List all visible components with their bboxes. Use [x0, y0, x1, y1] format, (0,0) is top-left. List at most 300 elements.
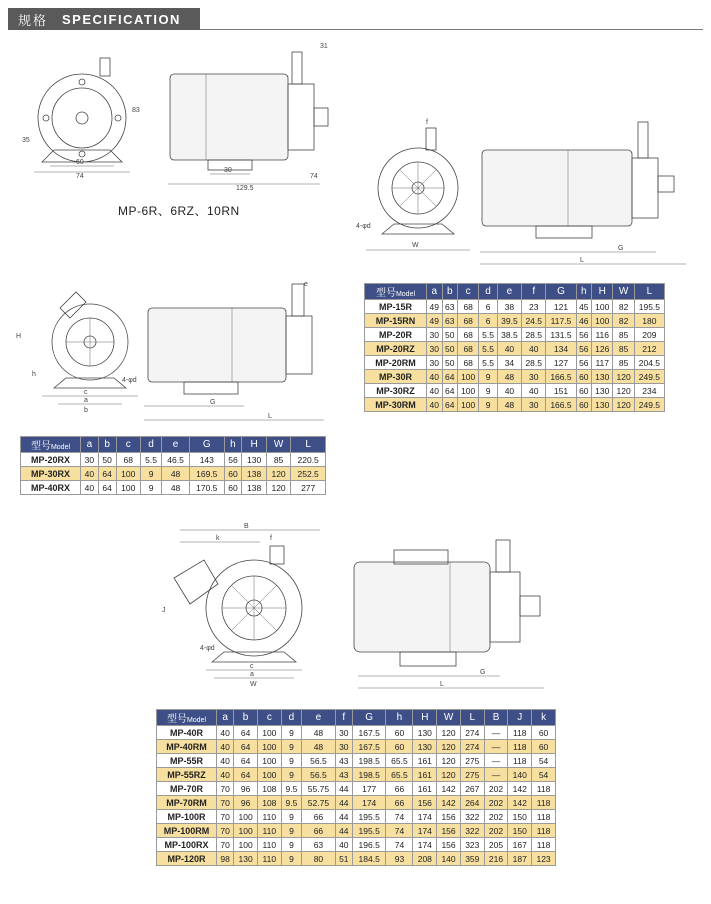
value-cell: 267	[460, 782, 484, 796]
dim-k: k	[216, 535, 220, 542]
front-base	[382, 224, 454, 234]
value-cell: 63	[302, 838, 336, 852]
value-cell: 198.5	[352, 768, 386, 782]
value-cell: 70	[217, 838, 234, 852]
value-cell: 275	[460, 754, 484, 768]
value-cell: 64	[234, 768, 258, 782]
value-cell: 40	[217, 754, 234, 768]
dim-4d: 4-φd	[356, 223, 371, 230]
value-cell: 180	[634, 314, 664, 328]
model-cell: MP-40RM	[157, 740, 217, 754]
front-base	[212, 652, 296, 662]
value-cell: 40	[497, 342, 521, 356]
side-pump-head	[632, 158, 658, 218]
column-header: e	[497, 284, 521, 300]
column-header: G	[546, 284, 576, 300]
side-base	[184, 382, 238, 394]
dim-83: 83	[132, 107, 140, 114]
header-title-cn: 规格	[18, 13, 49, 29]
value-cell: 140	[508, 768, 532, 782]
dim-30: 30	[224, 167, 232, 174]
column-header: d	[141, 437, 162, 453]
front-bolt	[43, 115, 49, 121]
value-cell: 56	[224, 453, 242, 467]
side-pump-head	[286, 316, 312, 374]
column-header: G	[189, 437, 224, 453]
value-cell: 6	[479, 314, 497, 328]
table-row	[157, 768, 556, 782]
value-cell: 64	[98, 467, 116, 481]
dim-g: G	[480, 669, 486, 676]
value-cell: 110	[257, 852, 281, 866]
front-bolt	[79, 79, 85, 85]
section-header	[8, 8, 200, 30]
dim-31: 31	[320, 43, 328, 50]
dim-f: f	[270, 535, 272, 542]
value-cell: 9.5	[281, 796, 301, 810]
dim-a: a	[250, 671, 254, 678]
model-cell: MP-15R	[365, 300, 427, 314]
dim-35: 35	[22, 137, 30, 144]
value-cell: 177	[352, 782, 386, 796]
value-cell: 130	[592, 398, 613, 412]
value-cell: 40	[522, 342, 546, 356]
front-inner-ring	[52, 88, 112, 148]
value-cell: 138	[242, 481, 266, 495]
value-cell: 117.5	[546, 314, 576, 328]
value-cell: 9	[281, 740, 301, 754]
value-cell: 100	[592, 300, 613, 314]
column-header: k	[532, 710, 556, 726]
model-cell: MP-100RM	[157, 824, 217, 838]
value-cell: 100	[592, 314, 613, 328]
value-cell: 46.5	[162, 453, 190, 467]
value-cell: 161	[413, 782, 437, 796]
value-cell: 130	[413, 740, 437, 754]
value-cell: 40	[427, 398, 443, 412]
value-cell: 202	[484, 810, 508, 824]
value-cell: 51	[335, 852, 352, 866]
value-cell: 66	[386, 782, 413, 796]
value-cell: 66	[302, 824, 336, 838]
value-cell: 63	[442, 300, 458, 314]
value-cell: 44	[335, 810, 352, 824]
value-cell: 98	[217, 852, 234, 866]
column-header: h	[576, 284, 592, 300]
value-cell: 85	[613, 356, 634, 370]
value-cell: 275	[460, 768, 484, 782]
model-cell: MP-15RN	[365, 314, 427, 328]
value-cell: 66	[386, 796, 413, 810]
value-cell: 108	[257, 782, 281, 796]
value-cell: 40	[217, 726, 234, 740]
value-cell: 100	[116, 481, 140, 495]
column-header: L	[460, 710, 484, 726]
value-cell: 120	[613, 384, 634, 398]
value-cell: 49	[427, 300, 443, 314]
value-cell: 274	[460, 726, 484, 740]
dim-4d: 4-φd	[122, 377, 137, 384]
value-cell: 44	[335, 824, 352, 838]
column-header: h	[224, 437, 242, 453]
value-cell: 167	[508, 838, 532, 852]
value-cell: 48	[497, 370, 521, 384]
value-cell: 120	[266, 467, 290, 481]
value-cell: 40	[335, 838, 352, 852]
value-cell: 130	[242, 453, 266, 467]
value-cell: 5.5	[479, 342, 497, 356]
table-header-row	[21, 437, 326, 453]
dim-f: f	[426, 119, 428, 126]
side-outlet	[638, 122, 648, 158]
value-cell: 45	[576, 300, 592, 314]
model-cell: MP-40R	[157, 726, 217, 740]
side-base	[400, 652, 456, 666]
column-header: f	[335, 710, 352, 726]
value-cell: 96	[234, 782, 258, 796]
value-cell: 142	[508, 796, 532, 810]
column-header: d	[479, 284, 497, 300]
value-cell: 28.5	[522, 356, 546, 370]
drawing-mp20rx	[14, 278, 334, 428]
column-header: d	[281, 710, 301, 726]
value-cell: 277	[291, 481, 326, 495]
table-row	[21, 481, 326, 495]
value-cell: 220.5	[291, 453, 326, 467]
value-cell: 120	[613, 370, 634, 384]
value-cell: 108	[257, 796, 281, 810]
value-cell: 64	[442, 370, 458, 384]
value-cell: 120	[613, 398, 634, 412]
dim-l: L	[268, 413, 272, 420]
value-cell: 64	[442, 384, 458, 398]
value-cell: 151	[546, 384, 576, 398]
model-cell: MP-20RZ	[365, 342, 427, 356]
value-cell: 195.5	[634, 300, 664, 314]
value-cell: 116	[592, 328, 613, 342]
dim-h-lower: h	[32, 371, 36, 378]
value-cell: 40	[81, 467, 99, 481]
side-inlet	[520, 596, 540, 616]
value-cell: 68	[458, 328, 479, 342]
value-cell: 174	[413, 824, 437, 838]
value-cell: 140	[437, 852, 461, 866]
value-cell: 48	[302, 726, 336, 740]
value-cell: 64	[234, 754, 258, 768]
column-header: G	[352, 710, 386, 726]
value-cell: 118	[532, 838, 556, 852]
value-cell: 198.5	[352, 754, 386, 768]
side-pump-head	[490, 572, 520, 642]
dim-c: c	[250, 663, 254, 670]
value-cell: 187	[508, 852, 532, 866]
column-header: H	[413, 710, 437, 726]
value-cell: 204.5	[634, 356, 664, 370]
dim-w: W	[250, 681, 257, 688]
value-cell: 120	[437, 754, 461, 768]
value-cell: 63	[442, 314, 458, 328]
value-cell: 100	[116, 467, 140, 481]
model-cell: MP-120R	[157, 852, 217, 866]
model-header: 型号Model	[365, 284, 427, 300]
table-row	[365, 356, 665, 370]
value-cell: 249.5	[634, 370, 664, 384]
model-header: 型号Model	[21, 437, 81, 453]
front-outlet	[270, 546, 284, 564]
value-cell: 64	[98, 481, 116, 495]
value-cell: 60	[576, 384, 592, 398]
table-row	[365, 384, 665, 398]
value-cell: 74	[386, 810, 413, 824]
value-cell: 82	[613, 314, 634, 328]
value-cell: 166.5	[546, 370, 576, 384]
value-cell: 24.5	[522, 314, 546, 328]
value-cell: 93	[386, 852, 413, 866]
table-row	[365, 370, 665, 384]
table-row	[365, 328, 665, 342]
value-cell: 142	[437, 796, 461, 810]
dim-4d: 4-φd	[200, 645, 215, 652]
dim-g: G	[210, 399, 216, 406]
table-row	[157, 754, 556, 768]
dim-b: b	[84, 407, 88, 414]
value-cell: 9	[479, 398, 497, 412]
dim-c: c	[84, 389, 88, 396]
value-cell: 174	[352, 796, 386, 810]
front-outlet	[426, 128, 436, 150]
front-inlet-elbow	[174, 560, 218, 604]
value-cell: 56	[576, 356, 592, 370]
value-cell: 68	[458, 356, 479, 370]
table-row	[21, 467, 326, 481]
value-cell: 82	[613, 300, 634, 314]
value-cell: 70	[217, 782, 234, 796]
value-cell: 60	[532, 740, 556, 754]
table-header-row	[157, 710, 556, 726]
value-cell: 40	[522, 384, 546, 398]
value-cell: 48	[162, 467, 190, 481]
value-cell: 46	[576, 314, 592, 328]
value-cell: 322	[460, 810, 484, 824]
model-cell: MP-30RM	[365, 398, 427, 412]
value-cell: 212	[634, 342, 664, 356]
front-housing	[38, 74, 126, 162]
column-header: H	[592, 284, 613, 300]
value-cell: 30	[427, 356, 443, 370]
column-header: W	[613, 284, 634, 300]
value-cell: 40	[217, 768, 234, 782]
table-header-row	[365, 284, 665, 300]
value-cell: 234	[634, 384, 664, 398]
column-header: h	[386, 710, 413, 726]
value-cell: 43	[335, 768, 352, 782]
value-cell: 30	[427, 342, 443, 356]
value-cell: 202	[484, 782, 508, 796]
value-cell: 9	[281, 824, 301, 838]
value-cell: 30	[81, 453, 99, 467]
value-cell: 359	[460, 852, 484, 866]
value-cell: 64	[234, 726, 258, 740]
value-cell: 85	[613, 328, 634, 342]
front-hub	[76, 112, 88, 124]
value-cell: 23	[522, 300, 546, 314]
value-cell: 30	[427, 328, 443, 342]
value-cell: 195.5	[352, 824, 386, 838]
value-cell: 9	[141, 481, 162, 495]
value-cell: 40	[497, 384, 521, 398]
value-cell: 28.5	[522, 328, 546, 342]
value-cell: 110	[257, 824, 281, 838]
value-cell: 131.5	[546, 328, 576, 342]
value-cell: 118	[532, 824, 556, 838]
value-cell: 130	[413, 726, 437, 740]
value-cell: 54	[532, 768, 556, 782]
value-cell: 38.5	[497, 328, 521, 342]
value-cell: 30	[335, 740, 352, 754]
value-cell: 9.5	[281, 782, 301, 796]
value-cell: 202	[484, 796, 508, 810]
model-header: 型号Model	[157, 710, 217, 726]
value-cell: 70	[217, 824, 234, 838]
table-row	[157, 852, 556, 866]
model-cell: MP-20R	[365, 328, 427, 342]
value-cell: 100	[458, 384, 479, 398]
value-cell: 9	[479, 370, 497, 384]
value-cell: 44	[335, 796, 352, 810]
dim-g: G	[618, 245, 624, 252]
side-motor	[148, 308, 286, 382]
dim-h-upper: H	[16, 333, 22, 340]
value-cell: 74	[386, 824, 413, 838]
value-cell: —	[484, 740, 508, 754]
value-cell: 118	[532, 810, 556, 824]
value-cell: 48	[497, 398, 521, 412]
value-cell: 50	[442, 328, 458, 342]
value-cell: 120	[437, 768, 461, 782]
value-cell: 49	[427, 314, 443, 328]
side-motor	[354, 562, 490, 652]
column-header: f	[522, 284, 546, 300]
value-cell: 60	[386, 726, 413, 740]
side-inlet	[314, 108, 328, 126]
value-cell: 118	[532, 782, 556, 796]
value-cell: 60	[386, 740, 413, 754]
value-cell: 70	[217, 796, 234, 810]
value-cell: 6	[479, 300, 497, 314]
value-cell: 50	[442, 342, 458, 356]
value-cell: 110	[257, 810, 281, 824]
header-title-en: SPECIFICATION	[62, 11, 181, 27]
value-cell: 150	[508, 824, 532, 838]
value-cell: 65.5	[386, 768, 413, 782]
value-cell: 169.5	[189, 467, 224, 481]
value-cell: 34	[497, 356, 521, 370]
value-cell: 100	[257, 768, 281, 782]
model-cell: MP-55RZ	[157, 768, 217, 782]
value-cell: 127	[546, 356, 576, 370]
value-cell: 50	[98, 453, 116, 467]
front-bolt	[79, 151, 85, 157]
value-cell: 70	[217, 810, 234, 824]
value-cell: 150	[508, 810, 532, 824]
column-header: L	[291, 437, 326, 453]
value-cell: 118	[532, 796, 556, 810]
model-cell: MP-30RZ	[365, 384, 427, 398]
value-cell: 66	[302, 810, 336, 824]
side-motor	[482, 150, 632, 226]
value-cell: 50	[442, 356, 458, 370]
spec-table-mp20rx	[20, 436, 326, 495]
side-outlet	[496, 540, 510, 572]
value-cell: 56.5	[302, 768, 336, 782]
value-cell: 40	[81, 481, 99, 495]
value-cell: 9	[141, 467, 162, 481]
value-cell: 161	[413, 768, 437, 782]
column-header: e	[162, 437, 190, 453]
value-cell: 121	[546, 300, 576, 314]
value-cell: 60	[576, 370, 592, 384]
value-cell: 166.5	[546, 398, 576, 412]
value-cell: 167.5	[352, 726, 386, 740]
value-cell: 56.5	[302, 754, 336, 768]
column-header: c	[116, 437, 140, 453]
value-cell: 174	[413, 810, 437, 824]
value-cell: 80	[302, 852, 336, 866]
value-cell: 120	[437, 740, 461, 754]
table-row	[365, 398, 665, 412]
value-cell: 9	[281, 768, 301, 782]
value-cell: 118	[508, 740, 532, 754]
value-cell: 54	[532, 754, 556, 768]
value-cell: 134	[546, 342, 576, 356]
value-cell: 118	[508, 754, 532, 768]
value-cell: 60	[576, 398, 592, 412]
column-header: J	[508, 710, 532, 726]
value-cell: 120	[437, 726, 461, 740]
column-header: a	[217, 710, 234, 726]
value-cell: 205	[484, 838, 508, 852]
spec-table-mp40r	[156, 709, 556, 866]
value-cell: 156	[437, 838, 461, 852]
value-cell: 65.5	[386, 754, 413, 768]
table-row	[157, 796, 556, 810]
value-cell: 5.5	[141, 453, 162, 467]
value-cell: 60	[224, 467, 242, 481]
model-cell: MP-40RX	[21, 481, 81, 495]
value-cell: 9	[281, 726, 301, 740]
table-row	[157, 740, 556, 754]
value-cell: 60	[532, 726, 556, 740]
side-motor	[170, 74, 288, 160]
value-cell: 74	[386, 838, 413, 852]
value-cell: 216	[484, 852, 508, 866]
value-cell: 40	[217, 740, 234, 754]
column-header: b	[98, 437, 116, 453]
value-cell: 100	[257, 754, 281, 768]
value-cell: 43	[335, 754, 352, 768]
value-cell: 110	[257, 838, 281, 852]
side-outlet	[292, 52, 302, 84]
value-cell: 195.5	[352, 810, 386, 824]
dim-l: L	[440, 681, 444, 688]
value-cell: 156	[437, 824, 461, 838]
column-header: W	[266, 437, 290, 453]
value-cell: —	[484, 768, 508, 782]
side-pump-head	[288, 84, 314, 150]
value-cell: 130	[592, 384, 613, 398]
value-cell: 38	[497, 300, 521, 314]
value-cell: 100	[257, 740, 281, 754]
